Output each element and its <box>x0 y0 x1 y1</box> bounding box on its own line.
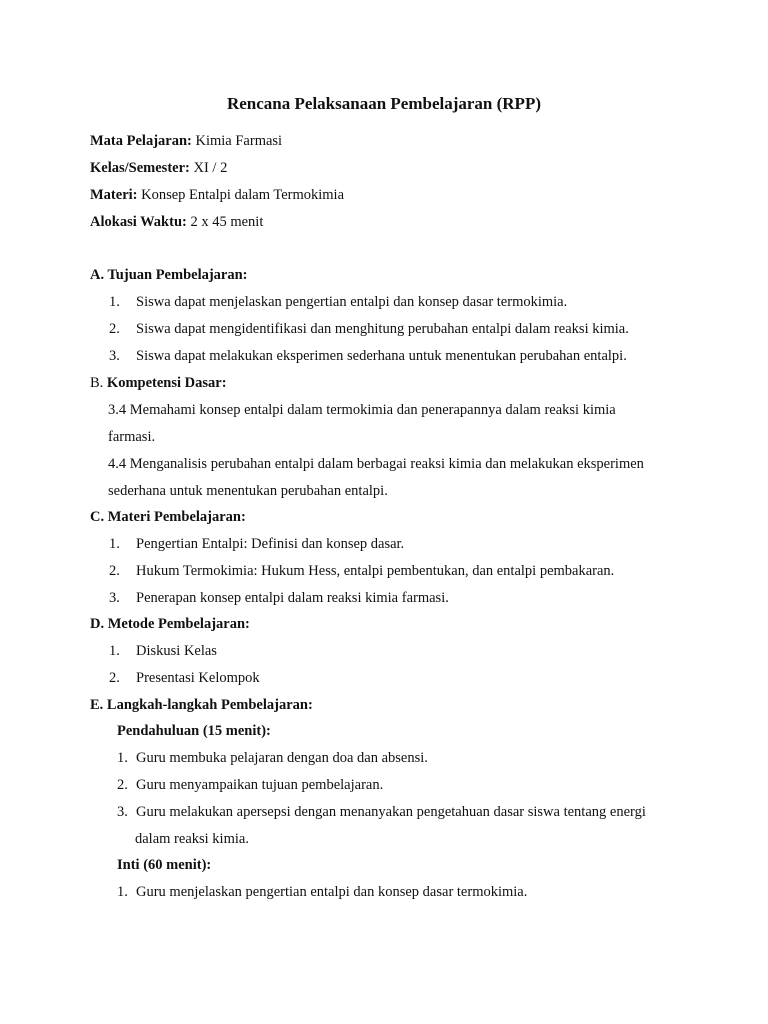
list-item: Penerapan konsep entalpi dalam reaksi kimia farmasi. <box>136 590 449 606</box>
info-value: 2 x 45 menit <box>186 214 264 230</box>
kompetensi-dasar-4-4: 4.4 Menganalisis perubahan entalpi dalam berbagai reaksi kimia dan melakukan eksperimen <box>108 456 644 472</box>
list-number: 3. <box>109 348 120 364</box>
info-mata-pelajaran <box>90 131 282 151</box>
list-item: Guru melakukan apersepsi dengan menanyakan pengetahuan dasar siswa tentang energi <box>136 804 646 820</box>
section-e-heading: E. Langkah-langkah Pembelajaran: <box>90 697 313 713</box>
section-a-heading: A. Tujuan Pembelajaran: <box>90 267 248 283</box>
list-number: 2. <box>109 670 120 686</box>
list-number: 1. <box>117 884 128 900</box>
list-item: Hukum Termokimia: Hukum Hess, entalpi pembentukan, dan entalpi pembakaran. <box>136 563 615 579</box>
section-c-heading: C. Materi Pembelajaran: <box>90 509 246 525</box>
info-label: Mata Pelajaran: <box>90 133 192 149</box>
list-item: Guru membuka pelajaran dengan doa dan absensi. <box>136 750 428 766</box>
info-materi <box>90 185 344 205</box>
info-label: Alokasi Waktu: <box>90 214 187 230</box>
list-number: 3. <box>117 804 128 820</box>
list-number: 1. <box>109 643 120 659</box>
info-value: XI / 2 <box>189 160 228 176</box>
kompetensi-dasar-3-4: 3.4 Memahami konsep entalpi dalam termokimia dan penerapannya dalam reaksi kimia <box>108 402 616 418</box>
list-number: 2. <box>109 563 120 579</box>
list-item-cont: dalam reaksi kimia. <box>135 831 249 847</box>
list-number: 2. <box>117 777 128 793</box>
list-number: 1. <box>109 294 120 310</box>
kompetensi-dasar-4-4-cont: sederhana untuk menentukan perubahan entalpi. <box>108 483 388 499</box>
list-number: 3. <box>109 590 120 606</box>
info-value: Konsep Entalpi dalam Termokimia <box>137 187 345 203</box>
info-alokasi-waktu <box>90 212 263 232</box>
info-value: Kimia Farmasi <box>191 133 283 149</box>
list-item: Presentasi Kelompok <box>136 670 260 686</box>
list-item: Diskusi Kelas <box>136 643 217 659</box>
list-item: Guru menjelaskan pengertian entalpi dan konsep dasar termokimia. <box>136 884 528 900</box>
inti-heading: Inti (60 menit): <box>117 857 212 873</box>
section-b-title: Kompetensi Dasar: <box>103 375 227 391</box>
list-item: Siswa dapat melakukan eksperimen sederhana untuk menentukan perubahan entalpi. <box>136 348 627 364</box>
list-item: Guru menyampaikan tujuan pembelajaran. <box>136 777 384 793</box>
list-item: Siswa dapat mengidentifikasi dan menghitung perubahan entalpi dalam reaksi kimia. <box>136 321 629 337</box>
info-kelas-semester <box>90 158 227 178</box>
section-d-heading: D. Metode Pembelajaran: <box>90 616 250 632</box>
list-number: 2. <box>109 321 120 337</box>
pendahuluan-heading: Pendahuluan (15 menit): <box>117 723 271 739</box>
list-number: 1. <box>117 750 128 766</box>
list-item: Pengertian Entalpi: Definisi dan konsep dasar. <box>136 536 405 552</box>
kompetensi-dasar-3-4-cont: farmasi. <box>108 429 156 445</box>
document-title: Rencana Pelaksanaan Pembelajaran (RPP) <box>226 94 541 113</box>
info-label: Kelas/Semester: <box>90 160 190 176</box>
list-item: Siswa dapat menjelaskan pengertian entalpi dan konsep dasar termokimia. <box>136 294 568 310</box>
section-b-heading <box>90 373 227 393</box>
section-b-prefix: B. <box>90 375 104 391</box>
list-number: 1. <box>109 536 120 552</box>
info-label: Materi: <box>90 187 138 203</box>
